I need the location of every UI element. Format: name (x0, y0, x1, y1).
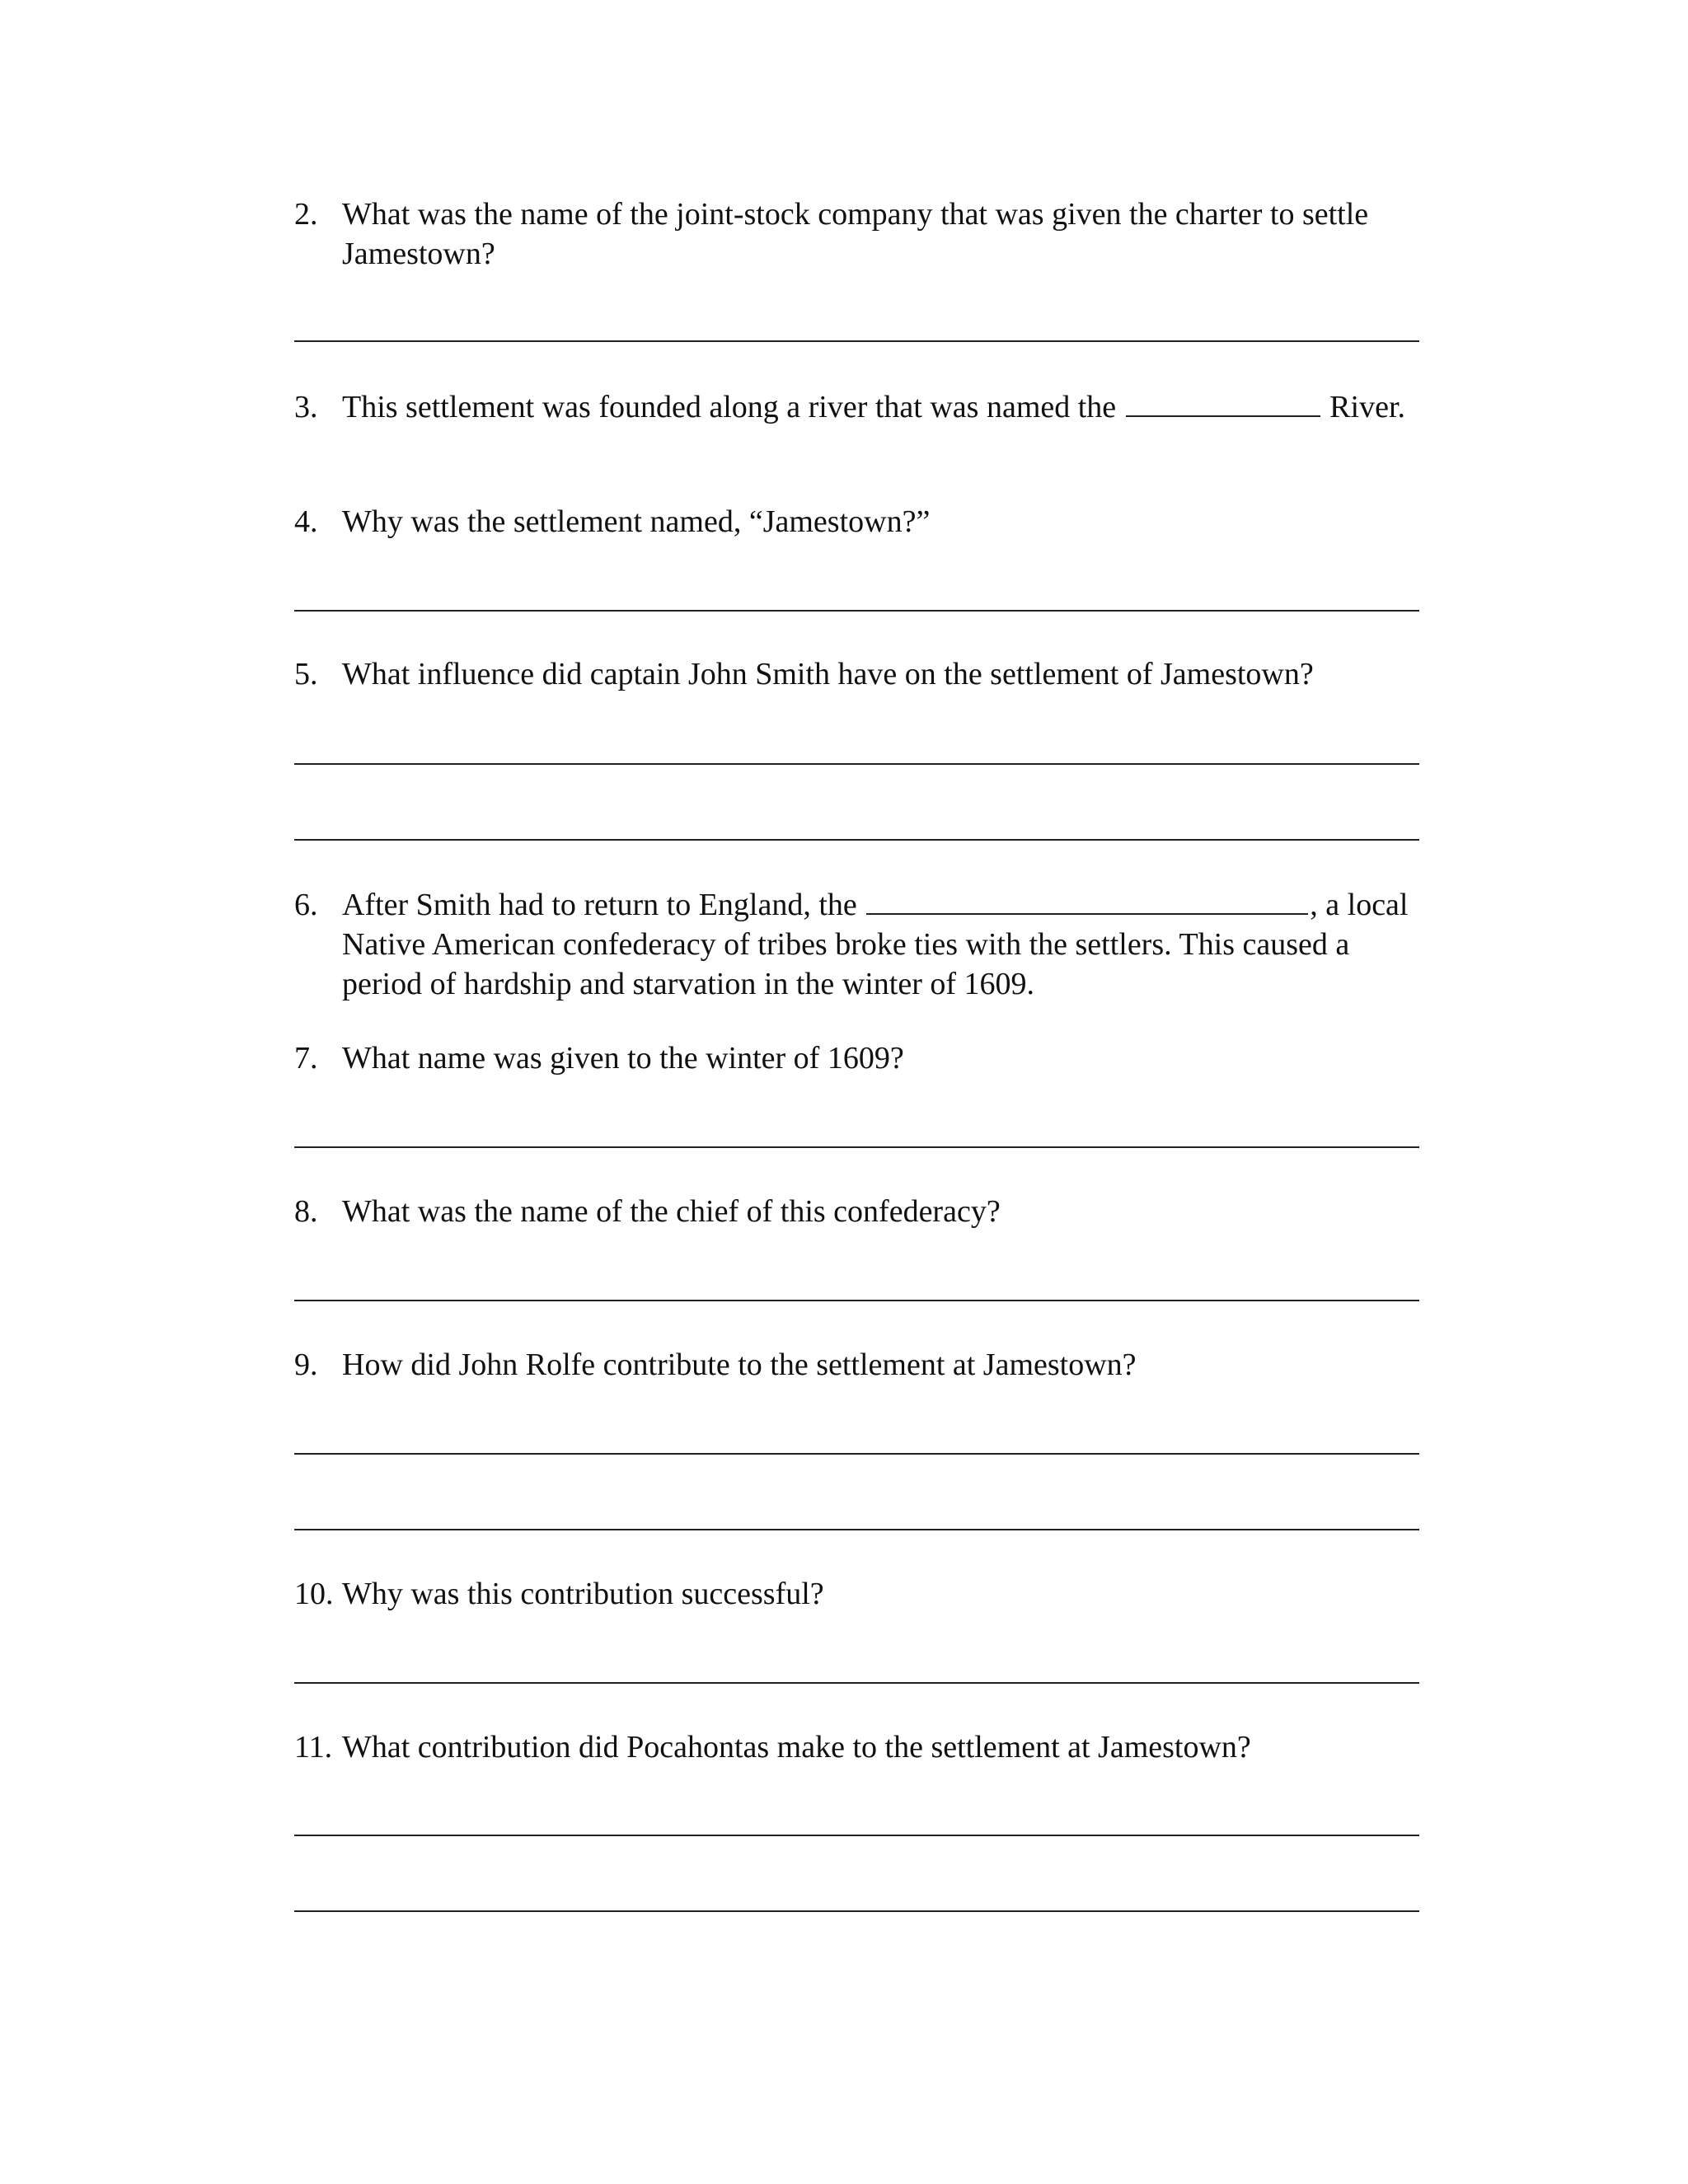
question-number: 5. (294, 657, 318, 691)
answer-line[interactable] (294, 1910, 1419, 1912)
question-text-before: This settlement was founded along a river that was named the (342, 390, 1117, 424)
question-text-after: , a local Native American confederacy of tribes broke ties with the settlers. This caused a period of hardship and starvation in the winter of 1609. (342, 888, 1409, 1001)
question-8 (294, 1192, 1419, 1231)
question-text: What contribution did Pocahontas make to the settlement at Jamestown? (342, 1730, 1251, 1765)
question-number: 10. (294, 1577, 334, 1611)
question-text-before: After Smith had to return to England, the (342, 888, 857, 922)
answer-line[interactable] (294, 1300, 1419, 1301)
question-5 (294, 654, 1419, 694)
question-text: Why was the settlement named, “Jamestown?” (342, 504, 931, 539)
question-text: How did John Rolfe contribute to the settlement at Jamestown? (342, 1347, 1137, 1382)
question-9 (294, 1345, 1419, 1385)
question-7 (294, 1038, 1419, 1078)
question-number: 3. (294, 390, 318, 424)
question-number: 11. (294, 1730, 333, 1765)
question-text-after: River. (1329, 390, 1405, 424)
question-text: What was the name of the joint-stock company that was given the charter to settle Jamestown? (342, 197, 1369, 271)
answer-line[interactable] (294, 839, 1419, 841)
question-number: 9. (294, 1347, 318, 1382)
confederacy-fill-blank[interactable] (866, 912, 1308, 915)
question-number: 4. (294, 504, 318, 539)
answer-line[interactable] (294, 763, 1419, 765)
question-6 (294, 885, 1419, 1004)
question-10 (294, 1574, 1419, 1614)
answer-line[interactable] (294, 610, 1419, 612)
answer-line[interactable] (294, 1529, 1419, 1530)
question-number: 6. (294, 888, 318, 922)
question-number: 7. (294, 1041, 318, 1076)
answer-line[interactable] (294, 1453, 1419, 1455)
answer-line[interactable] (294, 340, 1419, 342)
question-number: 2. (294, 197, 318, 232)
question-text: What was the name of the chief of this confederacy? (342, 1194, 1001, 1229)
question-number: 8. (294, 1194, 318, 1229)
question-2 (294, 194, 1419, 274)
question-11 (294, 1727, 1419, 1767)
question-text: What name was given to the winter of 1609? (342, 1041, 904, 1076)
answer-line[interactable] (294, 1146, 1419, 1148)
question-3 (294, 387, 1419, 427)
question-text: Why was this contribution successful? (342, 1577, 824, 1611)
answer-line[interactable] (294, 1682, 1419, 1684)
answer-line[interactable] (294, 1835, 1419, 1836)
question-4 (294, 502, 1419, 541)
river-fill-blank[interactable] (1126, 415, 1320, 417)
question-text: What influence did captain John Smith have on the settlement of Jamestown? (342, 657, 1314, 691)
